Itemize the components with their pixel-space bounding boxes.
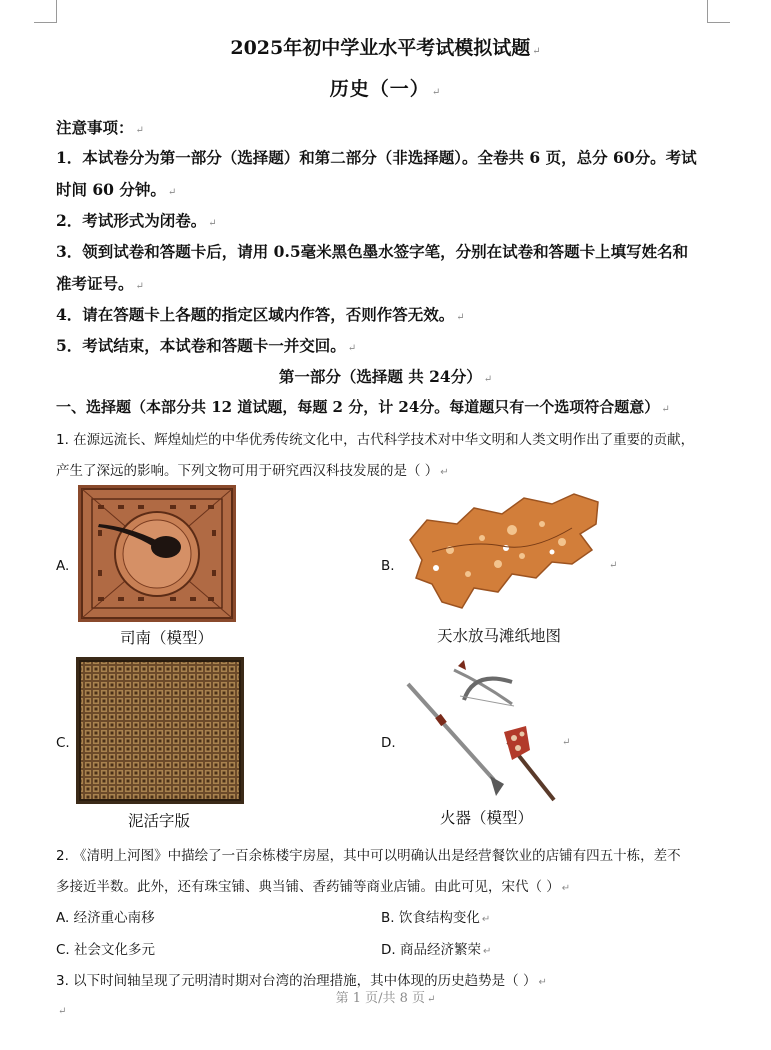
q3-stem-line1: 3. 以下时间轴呈现了元明清时期对台湾的治理措施，其中体现的历史趋势是（ ） ↵ [56, 973, 547, 989]
notice-item-1: 1．本试卷分为第一部分（选择题）和第二部分（非选择题）。全卷共 6 页，总分 60分。考试 [56, 148, 697, 167]
paragraph-mark-icon: ↵ [609, 560, 618, 571]
paragraph-mark-icon: ↵ [208, 218, 217, 229]
notice-item-1-cont: 时间 60 分钟。 ↵ [56, 180, 177, 199]
q2-stem-line2: 多接近半数。此外，还有珠宝铺、典当铺、香药铺等商业店铺。由此可见，宋代（ ） ↵ [56, 879, 571, 895]
q1-option-a-letter: A. [56, 558, 70, 574]
page-footer: 第 1 页/共 8 页 ↵ [335, 991, 436, 1006]
q1-option-b-letter: B. [381, 558, 395, 574]
q2-stem-line1: 2. 《清明上河图》中描绘了一百余栋楼宇房屋，其中可以明确认出是经营餐饮业的店铺有四五十栋，差不 [56, 848, 681, 864]
notice-heading: 注意事项： ↵ [56, 118, 144, 137]
notice-item-3-cont: 准考证号。 ↵ [56, 274, 144, 293]
clay-type-plate-image [76, 657, 244, 804]
fire-weapons-image [404, 660, 560, 802]
paragraph-mark-icon: ↵ [481, 914, 491, 925]
exam-subtitle: 历史（一） ↵ [329, 78, 442, 100]
crop-mark-top-left [34, 0, 57, 23]
q2-option-a: A. 经济重心南移 [56, 910, 155, 926]
notice-item-4: 4．请在答题卡上各题的指定区域内作答，否则作答无效。 ↵ [56, 305, 465, 324]
q1-stem-line2: 产生了深远的影响。下列文物可用于研究西汉科技发展的是（ ） ↵ [56, 463, 449, 479]
q1-option-a-caption: 司南（模型） [120, 629, 214, 647]
q2-option-d: D. 商品经济繁荣 ↵ [381, 942, 492, 958]
q1-option-c-caption: 泥活字版 [128, 812, 191, 830]
notice-item-3: 3．领到试卷和答题卡后，请用 0.5毫米黑色墨水签字笔，分别在试卷和答题卡上填写姓名和 [56, 242, 689, 261]
paragraph-mark-icon: ↵ [562, 737, 571, 748]
paragraph-mark-icon: ↵ [135, 281, 144, 292]
paragraph-mark-icon: ↵ [347, 343, 357, 354]
paragraph-mark-icon: ↵ [427, 994, 436, 1005]
paragraph-mark-icon: ↵ [431, 87, 442, 98]
paragraph-mark-icon: ↵ [561, 883, 571, 894]
q1-option-c-letter: C. [56, 735, 70, 751]
q1-option-b-caption: 天水放马滩纸地图 [437, 627, 562, 645]
q2-option-c: C. 社会文化多元 [56, 942, 156, 958]
paper-map-image [402, 490, 604, 618]
notice-item-2: 2．考试形式为闭卷。 ↵ [56, 211, 217, 230]
part1-heading: 第一部分（选择题 共 24分） ↵ [278, 367, 493, 386]
paragraph-mark-icon: ↵ [456, 312, 465, 323]
paragraph-mark-icon: ↵ [483, 374, 493, 385]
paragraph-mark-icon: ↵ [661, 404, 670, 415]
paragraph-mark-icon: ↵ [58, 1006, 67, 1017]
section-heading: 一、选择题（本部分共 12 道试题，每题 2 分，计 24分。每道题只有一个选项符合题意） ↵ [56, 398, 670, 416]
notice-item-5: 5．考试结束，本试卷和答题卡一并交回。 ↵ [56, 336, 357, 355]
q1-stem-line1: 1. 在源远流长、辉煌灿烂的中华优秀传统文化中，古代科学技术对中华文明和人类文明作出了重要的贡献， [56, 432, 695, 448]
q1-option-d-caption: 火器（模型） [440, 809, 534, 827]
paragraph-mark-icon: ↵ [167, 187, 177, 198]
paragraph-mark-icon: ↵ [538, 977, 547, 988]
crop-mark-top-right [707, 0, 730, 23]
q2-option-b: B. 饮食结构变化 ↵ [381, 910, 491, 926]
paragraph-mark-icon: ↵ [135, 125, 144, 136]
exam-title: 2025年初中学业水平考试模拟试题 ↵ [230, 37, 541, 59]
paragraph-mark-icon: ↵ [532, 46, 541, 57]
paragraph-mark-icon: ↵ [482, 946, 492, 957]
q1-option-d-letter: D. [381, 735, 396, 751]
paragraph-mark-icon: ↵ [440, 467, 449, 478]
sinan-compass-image [78, 485, 236, 622]
